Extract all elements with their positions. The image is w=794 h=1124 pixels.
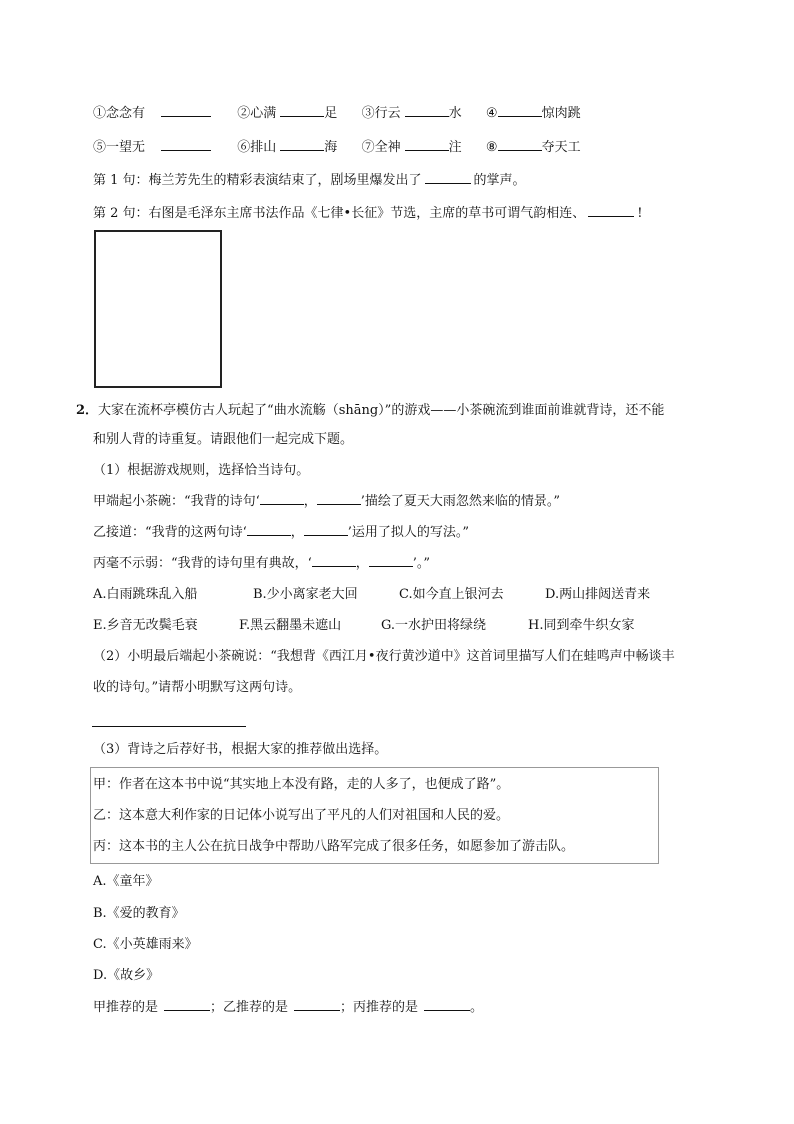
options-row-1: [93, 586, 650, 604]
calligraphy-image-placeholder: [94, 230, 222, 388]
book-b: B.《爱的教育》: [93, 906, 185, 921]
q2-part2-line2: 收的诗句。”请帮小明默写这两句诗。: [93, 680, 302, 695]
idiom-4-post: 惊肉跳: [541, 106, 581, 121]
sentence-2-pre: 第 2 句：右图是毛泽东主席书法作品《七律•长征》节选，主席的草书可谓气韵相连、: [93, 206, 586, 221]
sentence-2-blank[interactable]: [588, 204, 634, 217]
idiom-row-1: [93, 104, 581, 123]
yi-blank-1[interactable]: [247, 523, 291, 536]
jia-pre: 甲端起小茶碗：“我背的诗句‘: [93, 494, 260, 509]
q2-part2-line1: （2）小明最后端起小茶碗说：“我想背《西江月•夜行黄沙道中》这首词里描写人们在蛙鸣声中畅谈丰: [93, 649, 675, 664]
q2-part1-title: （1）根据游戏规则，选择恰当诗句。: [93, 463, 310, 478]
idiom-3-post: 水: [448, 106, 462, 121]
idiom-7-pre: ⑦全神: [361, 140, 401, 155]
idiom-8-pre: ⑧: [485, 140, 498, 155]
answer-bing-label: ；丙推荐的是: [340, 1000, 419, 1015]
yi-mid: ，: [290, 525, 304, 540]
answer-yi-blank[interactable]: [294, 998, 340, 1011]
idiom-2-pre: ②心满: [237, 106, 277, 121]
idiom-5-blank[interactable]: [161, 138, 211, 151]
idiom-5-pre: ⑤一望无: [93, 140, 146, 155]
option-b: B.少小离家老大回: [253, 587, 358, 602]
bing-post: ’。”: [412, 556, 431, 571]
idiom-3-blank[interactable]: [405, 104, 449, 117]
sentence-2-post: !: [637, 206, 643, 221]
q2-intro1: 大家在流杯亭模仿古人玩起了“曲水流觞（shāng）”的游戏——小茶碗流到谁面前谁就背诗，还不能: [98, 403, 665, 418]
idiom-6-post: 海: [324, 140, 338, 155]
yi-blank-2[interactable]: [304, 523, 348, 536]
option-f: F.黑云翻墨未遮山: [239, 618, 342, 633]
answer-jia-label: 甲推荐的是: [93, 1000, 159, 1015]
options-row-2: [93, 617, 634, 635]
idiom-6-pre: ⑥排山: [237, 140, 277, 155]
answer-yi-label: ；乙推荐的是: [210, 1000, 289, 1015]
sentence-2: [93, 204, 642, 223]
option-d: D.两山排闼送青来: [545, 587, 651, 602]
idiom-8-blank[interactable]: [498, 138, 542, 151]
idiom-2-post: 足: [324, 106, 338, 121]
jia-post: ’描绘了夏天大雨忽然来临的情景。”: [360, 494, 561, 509]
option-c: C.如今直上银河去: [399, 587, 504, 602]
idiom-4-blank[interactable]: [498, 104, 542, 117]
option-e: E.乡音无改鬓毛衰: [93, 618, 198, 633]
sentence-1-blank[interactable]: [425, 171, 471, 184]
idiom-7-post: 注: [448, 140, 462, 155]
idiom-3-pre: ③行云: [361, 106, 401, 121]
bing-mid: ，: [355, 556, 369, 571]
box-line-yi: 乙：这本意大利作家的日记体小说写出了平凡的人们对祖国和人民的爱。: [93, 808, 510, 823]
box-line-bing: 丙：这本书的主人公在抗日战争中帮助八路军完成了很多任务，如愿参加了游击队。: [93, 839, 575, 854]
idiom-row-2: [93, 138, 581, 157]
idiom-7-blank[interactable]: [405, 138, 449, 151]
answer-jia-blank[interactable]: [164, 998, 210, 1011]
answer-bing-blank[interactable]: [424, 998, 470, 1011]
yi-post: ’运用了拟人的写法。”: [347, 525, 470, 540]
book-a: A.《童年》: [93, 874, 159, 889]
jia-mid: ，: [303, 494, 317, 509]
box-line-jia: 甲：作者在这本书中说“其实地上本没有路，走的人多了，也便成了路”。: [93, 777, 510, 792]
sentence-1: [93, 171, 526, 190]
bing-blank-2[interactable]: [369, 554, 413, 567]
q2-bing-line: [93, 554, 430, 573]
answer-end: 。: [470, 1000, 484, 1015]
yi-pre: 乙接道：“我背的这两句诗‘: [93, 525, 247, 540]
jia-blank-1[interactable]: [260, 492, 304, 505]
idiom-4-pre: ④: [485, 106, 498, 121]
book-d: D.《故乡》: [93, 968, 160, 983]
sentence-1-post: 的掌声。: [473, 173, 526, 188]
q2-yi-line: [93, 523, 469, 542]
jia-blank-2[interactable]: [317, 492, 361, 505]
idiom-1-pre: ①念念有: [93, 106, 146, 121]
answer-line[interactable]: [92, 726, 246, 727]
idiom-6-blank[interactable]: [280, 138, 324, 151]
book-c: C.《小英雄雨来》: [93, 937, 198, 952]
q2-number: 2．: [76, 403, 99, 418]
option-h: H.同到牵牛织女家: [528, 618, 635, 633]
bing-pre: 丙毫不示弱：“我背的诗句里有典故，‘: [93, 556, 312, 571]
answer-line-books: [93, 998, 483, 1017]
q2-jia-line: [93, 492, 560, 511]
idiom-1-blank[interactable]: [161, 104, 211, 117]
q2-intro-line2: 和别人背的诗重复。请跟他们一起完成下题。: [93, 432, 354, 447]
idiom-2-blank[interactable]: [280, 104, 324, 117]
sentence-1-pre: 第 1 句：梅兰芳先生的精彩表演结束了，剧场里爆发出了: [93, 173, 422, 188]
q2-intro-line1: [76, 402, 664, 420]
bing-blank-1[interactable]: [312, 554, 356, 567]
option-a: A.白雨跳珠乱入船: [93, 587, 198, 602]
q2-part3-title: （3）背诗之后荐好书，根据大家的推荐做出选择。: [93, 742, 388, 757]
idiom-8-post: 夺天工: [541, 140, 581, 155]
option-g: G.一水护田将绿绕: [381, 618, 487, 633]
